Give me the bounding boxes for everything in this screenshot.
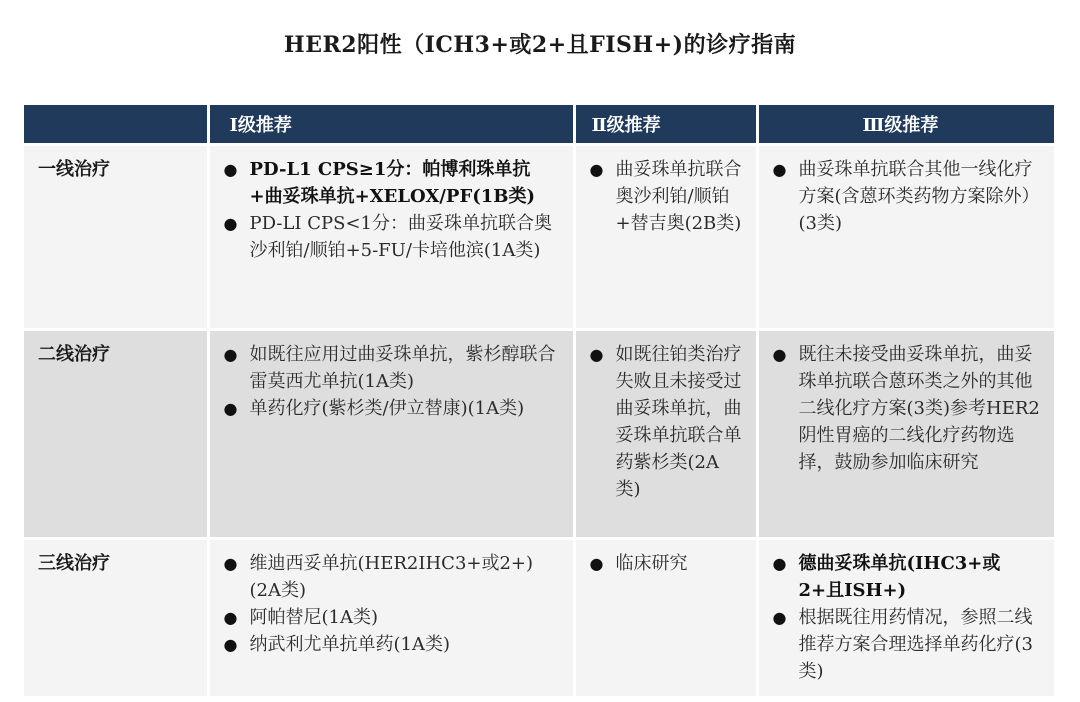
header-empty bbox=[24, 105, 208, 145]
header-level-3-label: Ⅲ级推荐 bbox=[862, 115, 939, 136]
level-2-cell bbox=[574, 330, 757, 539]
page-title: HER2阳性（ICH3+或2+且FISH+)的诊疗指南 bbox=[283, 32, 797, 58]
list-item: ● 单药化疗(紫杉类/伊立替康)(1A类) bbox=[224, 395, 561, 422]
level-2-cell bbox=[574, 539, 757, 697]
list-item: ● 纳武利尤单抗单药(1A类) bbox=[224, 631, 561, 658]
level-1-cell bbox=[208, 145, 574, 330]
level-1-cell bbox=[208, 539, 574, 697]
level-3-cell bbox=[757, 539, 1054, 697]
row-label-cell bbox=[24, 539, 208, 697]
list-item: ● 阿帕替尼(1A类) bbox=[224, 604, 561, 631]
table-header-row bbox=[24, 105, 1054, 145]
table-row bbox=[24, 330, 1054, 539]
level-2-cell bbox=[574, 145, 757, 330]
row-label: 一线治疗 bbox=[38, 159, 110, 180]
row-label: 二线治疗 bbox=[38, 344, 110, 365]
row-label-cell bbox=[24, 330, 208, 539]
list-item: ● PD-LI CPS<1分：曲妥珠单抗联合奥沙利铂/顺铂+5-FU/卡培他滨(1A类) bbox=[224, 210, 561, 264]
table-row bbox=[24, 539, 1054, 697]
list-item: ● 曲妥珠单抗联合奥沙利铂/顺铂+替吉奥(2B类) bbox=[590, 156, 744, 237]
list-item: ● 维迪西妥单抗(HER2IHC3+或2+)(2A类) bbox=[224, 550, 561, 604]
list-item: ● PD-L1 CPS≥1分：帕博利珠单抗+曲妥珠单抗+XELOX/PF(1B类) bbox=[224, 156, 561, 210]
row-label: 三线治疗 bbox=[38, 553, 110, 574]
level-1-cell bbox=[208, 330, 574, 539]
level-3-cell bbox=[757, 330, 1054, 539]
level-3-cell bbox=[757, 145, 1054, 330]
list-item: ● 曲妥珠单抗联合其他一线化疗方案(含蒽环类药物方案除外）(3类) bbox=[773, 156, 1043, 237]
header-level-3 bbox=[757, 105, 1054, 145]
list-item: ● 临床研究 bbox=[590, 550, 744, 577]
list-item: ● 既往未接受曲妥珠单抗，曲妥珠单抗联合蒽环类之外的其他二线化疗方案(3类)参考HER2阴性胃癌的二线化疗药物选择，鼓励参加临床研究 bbox=[773, 341, 1043, 476]
header-level-1 bbox=[208, 105, 574, 145]
table-row bbox=[24, 145, 1054, 330]
list-item: ● 如既往应用过曲妥珠单抗，紫杉醇联合雷莫西尤单抗(1A类) bbox=[224, 341, 561, 395]
header-level-1-label: Ⅰ级推荐 bbox=[229, 115, 292, 136]
list-item: ● 根据既往用药情况，参照二线推荐方案合理选择单药化疗(3类) bbox=[773, 604, 1043, 685]
guideline-table bbox=[24, 105, 1054, 696]
header-level-2 bbox=[574, 105, 757, 145]
row-label-cell bbox=[24, 145, 208, 330]
list-item: ● 德曲妥珠单抗(IHC3+或2+且ISH+) bbox=[773, 550, 1043, 604]
list-item: ● 如既往铂类治疗失败且未接受过曲妥珠单抗，曲妥珠单抗联合单药紫杉类(2A类) bbox=[590, 341, 744, 503]
header-level-2-label: Ⅱ级推荐 bbox=[591, 115, 661, 136]
